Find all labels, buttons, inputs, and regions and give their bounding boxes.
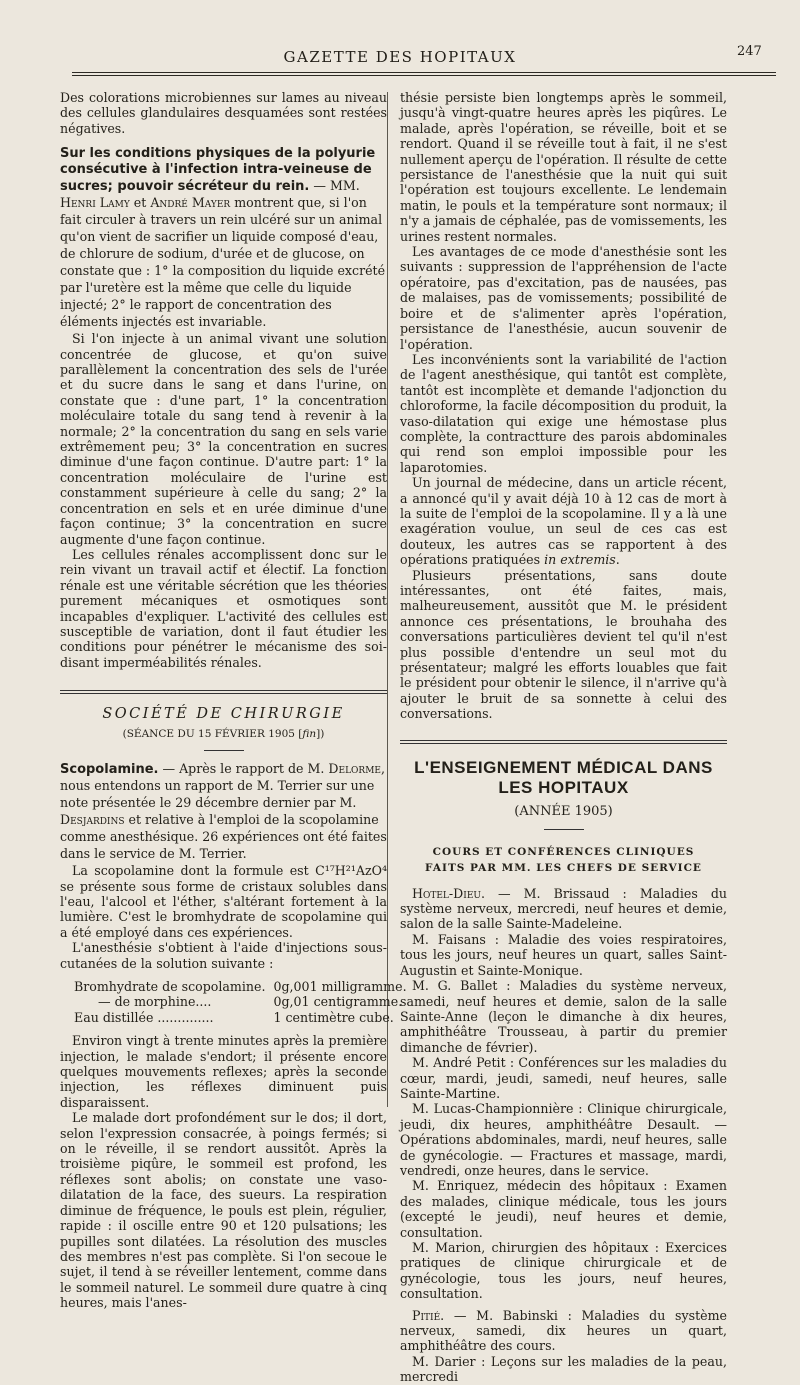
section-rule-2 bbox=[60, 693, 387, 694]
heading-run-lead: — MM. bbox=[309, 178, 360, 194]
heading-text: Sur les conditions physiques de la polyurie consécutive à l'infection intra-veineuse de sucres; pouvoir sécréteur du rein. bbox=[60, 146, 376, 195]
section-rule-4 bbox=[400, 743, 727, 744]
section-rule-3 bbox=[400, 740, 727, 741]
heading-run-rest: montrent que, si l'on fait circuler à travers un rein ulcéré sur un animal qu'on vient de sacrifier un liquide composé d'eau, de chlorure de sodium, d'urée et de glucose, on constate que : 1° la composition du liquide excrété par l'uretère est la même que celle du liquide injecté; 2° le rapport de concentration des éléments injectés est invariable. bbox=[60, 195, 386, 330]
paragraph-anesthesie: L'anesthésie s'obtient à l'aide d'injections sous-cutanées de la solution suivante : bbox=[60, 940, 387, 971]
scopolamine-title: Scopolamine. bbox=[60, 762, 159, 778]
article-heading-polyurie bbox=[60, 146, 387, 331]
listing-pitie: Pitié. — M. Babinski : Maladies du système nerveux, samedi, dix heures un quart, amphithéâtre des cours. bbox=[400, 1307, 727, 1354]
listing-faisans: M. Faisans : Maladie des voies respiratoires, tous les jours, neuf heures un quart, salles Saint-Augustin et Sainte-Monique. bbox=[400, 931, 727, 978]
section-title-enseignement: L'ENSEIGNEMENT MÉDICAL DANS LES HOPITAUX bbox=[414, 757, 713, 797]
paragraph-presentations: Plusieurs présentations, sans doute intéressantes, ont été faites, mais, malheureusement, aussitôt que M. le président annonce ces présentations, le brouhaha des conversations particulières devient tel qu'il n'est plus possible d'entendre un seul mot du présentateur; malgré les efforts louables que fait le président pour obtenir le silence, il n'arrive qu'à ajouter le bruit de sa sonnette à celui des conversations. bbox=[400, 567, 727, 722]
section-year: (ANNÉE 1905) bbox=[514, 803, 613, 819]
formula-table bbox=[74, 979, 415, 1025]
short-rule-2 bbox=[544, 829, 584, 830]
section-rule-1 bbox=[60, 690, 387, 691]
listing-petit: M. André Petit : Conférences sur les maladies du cœur, mardi, jeudi, samedi, neuf heures, salle Sainte-Martine. bbox=[400, 1055, 727, 1101]
formula-row: Bromhydrate de scopolamine. 0g,001 milligramme. bbox=[74, 979, 407, 994]
listing-marion: M. Marion, chirurgien des hôpitaux : Exercices pratiques de clinique chirurgicale et de gynécologie, tous les jours, neuf heures, consultation. bbox=[400, 1240, 727, 1302]
formula-row: — de morphine.... 0g,01 centigramme. bbox=[98, 994, 403, 1010]
paragraph-environ: Environ vingt à trente minutes après la première injection, le malade s'endort; il présente encore quelques mouvements reflexes; après la seconde injection, les réflexes diminuent puis disparaissent. bbox=[60, 1033, 387, 1110]
paragraph-formule: La scopolamine dont la formule est C¹⁷H²¹AzO⁴ se présente sous forme de cristaux solubles dans l'eau, l'alcool et l'éther, s'altérant fortement à la lumière. C'est le bromhydrate de scopolamine qui a été employé dans ces expériences. bbox=[60, 863, 387, 940]
left-column bbox=[60, 90, 407, 1311]
paragraph-avantages: Les avantages de ce mode d'anesthésie sont les suivants : suppression de l'appréhension de l'acte opératoire, pas d'excitation, pas de nausées, pas de malaises, pas de vomissements; possibilité de boire et de s'alimenter après l'opération, persistance de l'anesthésie, aucun souvenir de l'opération. bbox=[400, 244, 727, 352]
paragraph-malade-dort: Le malade dort profondément sur le dos; il dort, selon l'expression consacrée, à poings fermés; si on le réveille, il se rendort aussitôt. Après la troisième piqûre, le sommeil est profond, les réflexes sont abolis; on constate une vaso-dilatation de la face, des sueurs. La respiration diminue de fréquence, le pouls est plein, régulier, rapide : il oscille entre 90 et 120 pulsations; les pupilles sont dilatées. La résolution des muscles des membres n'est pas complète. Si l'on secoue le sujet, il tend à se réveiller lentement, comme dans le sommeil naturel. Le sommeil dure quatre à cinq heures, mais l'anes- bbox=[60, 1110, 387, 1311]
article-heading-scopolamine: Scopolamine. — Après le rapport de M. Delorme, nous entendons un rapport de M. Terrier sur une note présentée le 29 décembre dernier par M. Desjardins et relative à l'emploi de la scopolamine comme anesthésique. 26 expériences ont été faites dans le service de M. Terrier. bbox=[60, 761, 387, 862]
author-delorme: Delorme bbox=[328, 761, 381, 777]
paragraph-thesie: thésie persiste bien longtemps après le sommeil, jusqu'à vingt-quatre heures après les piqûres. Le malade, après l'opération, se réveille, boit et se rendort. Quand il se réveille tout à fait, il ne s'est nullement aperçu de l'opération. Il résulte de cette persistance de l'anesthésie que la nuit qui suit l'opération est toujours excellente. Le lendemain matin, le pouls et la température sont normaux; il n'y a jamais de céphalée, pas de vomissements, les urines restent normales. bbox=[400, 90, 727, 244]
section-session-date: (SÉANCE DU 15 FÉVRIER 1905 [fin]) bbox=[122, 728, 325, 741]
listing-ballet: M. G. Ballet : Maladies du système nerveux, samedi, neuf heures et demie, salon de la salle Sainte-Anne (leçon le dimanche à dix heures, amphithéâtre Trousseau, à partir du premier dimanche de février). bbox=[400, 978, 727, 1055]
right-column bbox=[400, 90, 727, 1385]
paragraph-injection: Si l'on injecte à un animal vivant une solution concentrée de glucose, et qu'on suive parallèlement la concentration des sels de l'urée et du sucre dans le sang et dans l'urine, on constate que : d'une part, 1° la concentration moléculaire totale du sang tend à revenir à la normale; 2° la concentration du sang en sels varie extrêmement peu; 3° la concentration en sucres diminue d'une façon continue. D'autre part: 1° la concentration moléculaire de l'urine est constamment supérieure à celle du sang; 2° la concentration en sels et en urée diminue d'une façon continue; 3° la concentration en sucre augmente d'une façon continue. bbox=[60, 331, 387, 547]
header-rule-top bbox=[72, 72, 776, 73]
header-rule-bottom bbox=[72, 75, 776, 76]
page-number: 247 bbox=[737, 44, 762, 59]
listing-enriquez: M. Enriquez, médecin des hôpitaux : Examen des malades, clinique médicale, tous les jours (excepté le jeudi), neuf heures et demie, consultation. bbox=[400, 1178, 727, 1240]
author-and: et bbox=[129, 195, 151, 211]
paragraph-cellules-renales: Les cellules rénales accomplissent donc sur le rein vivant un travail actif et électif. La fonction rénale est une véritable sécrétion que les théories purement mécaniques et osmotiques sont incapables d'expliquer. L'activité des cellules est susceptible de variation, dont il faut étudier les conditions pour pénétrer le mécanisme des soi-disant imperméabilités rénales. bbox=[60, 546, 387, 670]
paragraph-colorations: Des colorations microbiennes sur lames au niveau des cellules glandulaires desquamées sont restées négatives. bbox=[60, 90, 387, 136]
courses-caption: COURS ET CONFÉRENCES CLINIQUES FAITS PAR MM. LES CHEFS DE SERVICE bbox=[425, 845, 702, 874]
listing-hotel-dieu: Hotel-Dieu. — M. Brissaud : Maladies du système nerveux, mercredi, neuf heures et demie, salon de la salle Sainte-Madeleine. bbox=[400, 885, 727, 932]
author-mayer: André Mayer bbox=[150, 195, 231, 211]
column-divider bbox=[387, 92, 388, 1107]
author-lamy: Henri Lamy bbox=[60, 195, 130, 211]
listing-darier: M. Darier : Leçons sur les maladies de la peau, mercredi bbox=[400, 1353, 727, 1385]
section-title-societe-chirurgie: SOCIÉTÉ DE CHIRURGIE bbox=[102, 706, 345, 723]
formula-row: Eau distillée .............. 1 centimètre cube. bbox=[74, 1009, 394, 1025]
paragraph-inconvenients: Les inconvénients sont la variabilité de l'action de l'agent anesthésique, qui tantôt est complète, tantôt est incomplète et demande l'adjonction du chloroforme, la facile décomposition du produit, la vaso-dilatation qui exige une hémostase plus complète, la contractture des parois abdominales qui rend son emploi impossible pour les laparotomies. bbox=[400, 351, 727, 475]
paragraph-journal: Un journal de médecine, dans un article récent, a annoncé qu'il y avait déjà 10 à 12 cas de mort à la suite de l'emploi de la scopolamine. Il y a là une exagération voulue, un seul de ces cas est douteux, les autres cas se rapportent à des opérations pratiquées in extremis. bbox=[400, 475, 727, 568]
short-rule bbox=[204, 750, 244, 751]
page-header-title: GAZETTE DES HOPITAUX bbox=[283, 48, 517, 66]
listing-lucas-championniere: M. Lucas-Championnière : Clinique chirurgicale, jeudi, dix heures, amphithéâtre Desault. — Opérations abdominales, mardi, neuf heures, salle de gynécologie. — Fractures et massage, mardi, vendredi, onze heures, dans le service. bbox=[400, 1101, 727, 1178]
author-desjardins: Desjardins bbox=[60, 812, 125, 828]
